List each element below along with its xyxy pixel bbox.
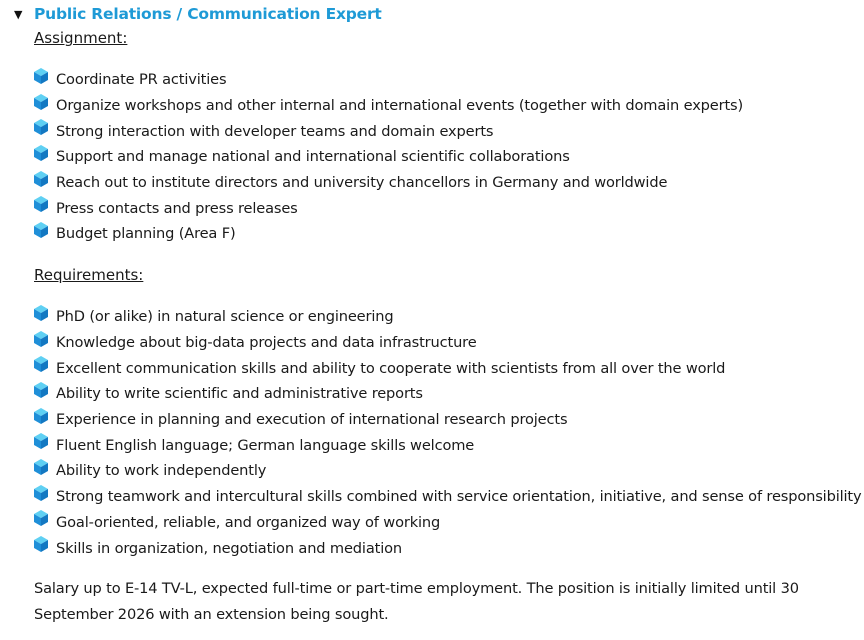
job-title: Public Relations / Communication Expert: [34, 5, 382, 23]
cube-bullet-icon: [32, 355, 50, 373]
cube-bullet-icon: [32, 509, 50, 527]
list-item-text: Goal-oriented, reliable, and organized way of working: [56, 513, 441, 531]
list-item: [32, 381, 861, 407]
list-item-text: Support and manage national and international scientific collaborations: [56, 148, 570, 166]
list-item-text: Knowledge about big-data projects and data infrastructure: [56, 334, 477, 352]
list-item: [32, 510, 861, 536]
job-summary-toggle[interactable]: [14, 4, 382, 24]
salary-paragraph: Salary up to E-14 TV-L, expected full-time or part-time employment. The position is initially limited until 30 September 2026 with an extension being sought.: [34, 580, 799, 623]
list-item-text: Organize workshops and other internal and international events (together with domain experts): [56, 97, 744, 115]
list-item: [32, 458, 861, 484]
cube-bullet-icon: [32, 330, 50, 348]
list-item-text: Fluent English language; German language skills welcome: [56, 436, 475, 454]
list-item-text: Ability to work independently: [56, 462, 267, 480]
cube-bullet-icon: [32, 484, 50, 502]
cube-bullet-icon: [32, 67, 50, 85]
list-item-text: Ability to write scientific and administrative reports: [56, 385, 423, 403]
cube-bullet-icon: [32, 118, 50, 136]
list-item-text: Skills in organization, negotiation and mediation: [56, 539, 402, 557]
list-item: [32, 118, 743, 144]
caret-down-icon: ▼: [14, 7, 23, 21]
list-item: [32, 432, 861, 458]
list-item: [32, 93, 743, 119]
list-item: [32, 144, 743, 170]
cube-bullet-icon: [32, 170, 50, 188]
list-item: [32, 170, 743, 196]
list-item: [32, 355, 861, 381]
list-item: [32, 407, 861, 433]
cube-bullet-icon: [32, 93, 50, 111]
cube-bullet-icon: [32, 381, 50, 399]
list-item-text: Experience in planning and execution of international research projects: [56, 411, 568, 429]
assignment-heading: Assignment:: [34, 29, 128, 47]
list-item: [32, 304, 861, 330]
requirements-list: [32, 304, 861, 561]
list-item-text: Press contacts and press releases: [56, 199, 298, 217]
requirements-heading: Requirements:: [34, 266, 144, 284]
list-item-text: Strong interaction with developer teams and domain experts: [56, 122, 494, 140]
list-item: [32, 330, 861, 356]
list-item-text: PhD (or alike) in natural science or engineering: [56, 308, 394, 326]
list-item: [32, 67, 743, 93]
assignment-list: [32, 67, 743, 247]
list-item: [32, 221, 743, 247]
cube-bullet-icon: [32, 304, 50, 322]
cube-bullet-icon: [32, 407, 50, 425]
list-item-text: Coordinate PR activities: [56, 71, 227, 89]
list-item-text: Reach out to institute directors and university chancellors in Germany and worldwide: [56, 174, 668, 192]
list-item: [32, 195, 743, 221]
list-item-text: Strong teamwork and intercultural skills combined with service orientation, initiative, and sense of responsibility: [56, 488, 862, 506]
cube-bullet-icon: [32, 144, 50, 162]
list-item-text: Budget planning (Area F): [56, 225, 236, 243]
cube-bullet-icon: [32, 221, 50, 239]
cube-bullet-icon: [32, 195, 50, 213]
cube-bullet-icon: [32, 432, 50, 450]
list-item: [32, 535, 861, 561]
list-item-text: Excellent communication skills and ability to cooperate with scientists from all over the world: [56, 359, 726, 377]
cube-bullet-icon: [32, 535, 50, 553]
list-item: [32, 484, 861, 510]
cube-bullet-icon: [32, 458, 50, 476]
